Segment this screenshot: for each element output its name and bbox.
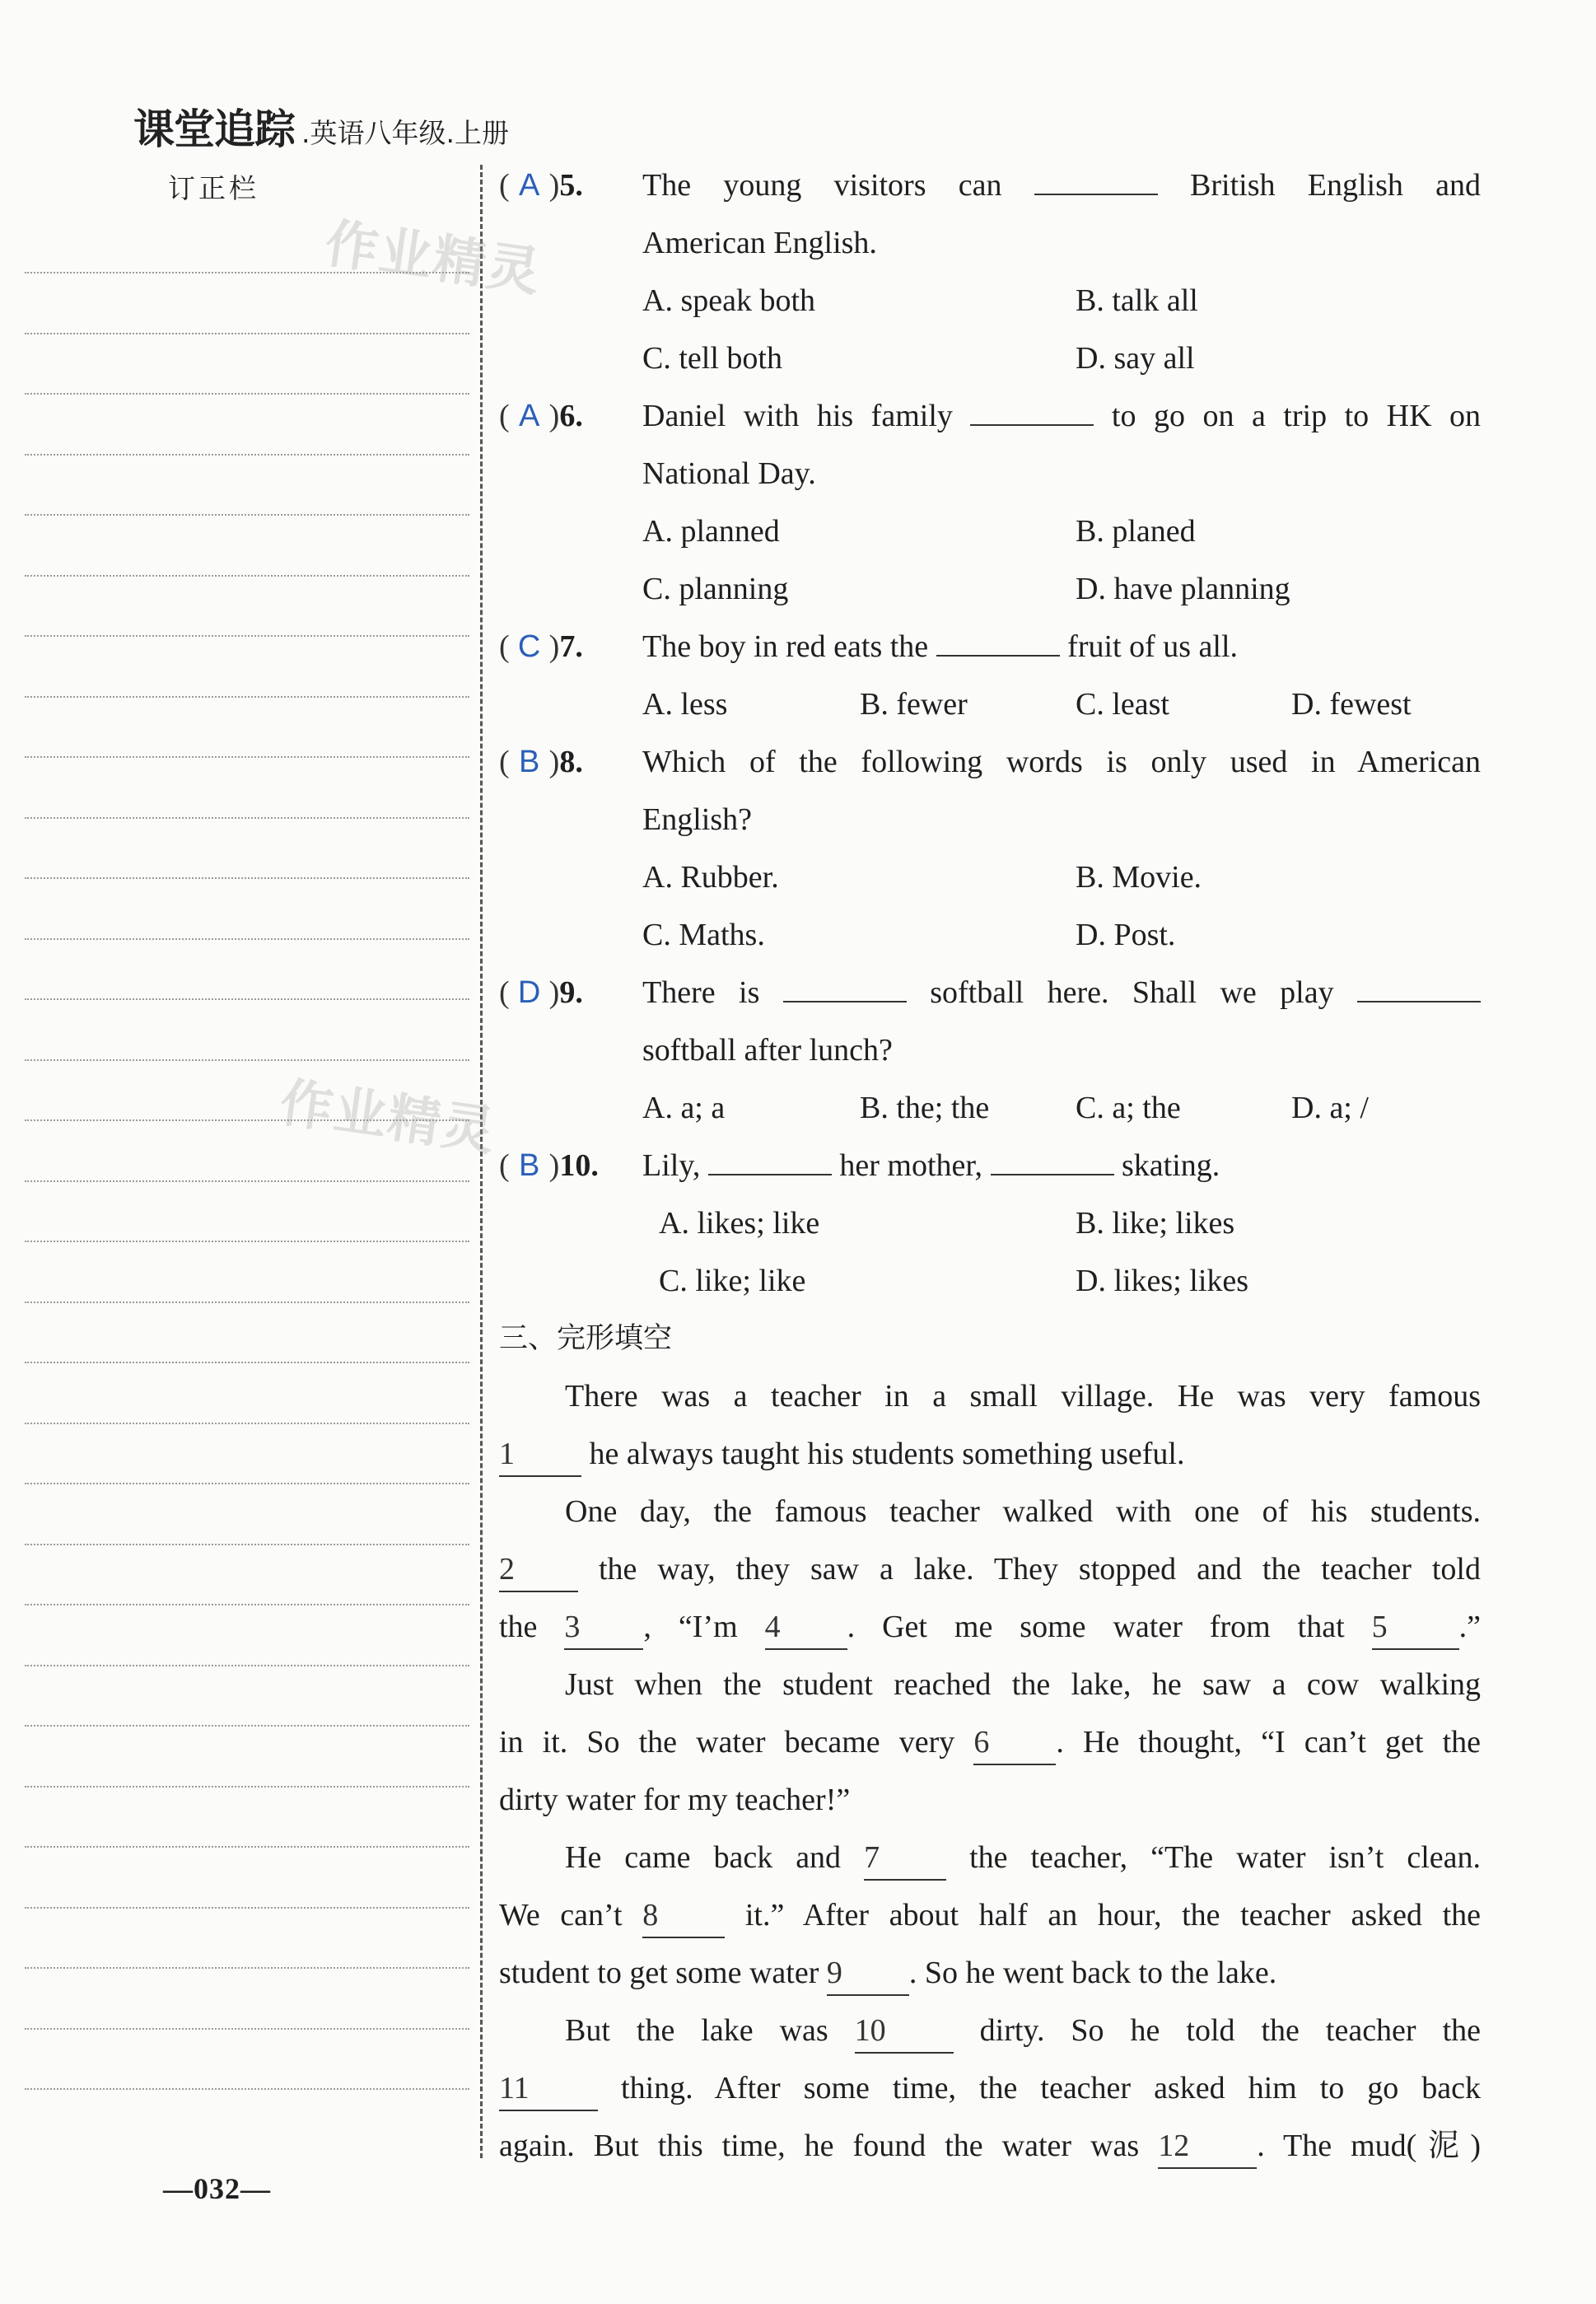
options-row [499,272,1481,329]
correction-line [25,1059,469,1061]
answer-option[interactable]: A. likes; like [659,1206,820,1241]
passage-line [499,1886,1481,1944]
correction-line [25,1846,469,1848]
cloze-blank[interactable]: 6 [973,1721,1056,1765]
stem-text: Which of the following words is only used in American [642,745,1481,779]
correction-line [25,454,469,456]
passage-text: he always taught his students something useful. [589,1437,1185,1471]
answer-option[interactable]: D. a; / [1291,1091,1369,1125]
passage-line [499,2002,1481,2059]
book-subtitle: .英语八年级.上册 [301,117,509,149]
answer-option[interactable]: B. Movie. [1076,860,1202,895]
options-row [499,502,1481,560]
question-stem [642,387,1481,445]
answer-option[interactable]: B. planed [1076,514,1196,549]
answer-option[interactable]: C. tell both [642,341,782,376]
question-stem [642,445,1481,502]
passage-text: We can’t [499,1898,623,1932]
passage-line [499,1656,1481,1713]
passage-line [499,1483,1481,1540]
passage-text: thing. After some time, the teacher asked him to go back [621,2071,1482,2105]
answer-option[interactable]: B. fewer [860,687,968,722]
passage-text: . So he went back to the lake. [908,1956,1277,1990]
passage-text: .” [1458,1610,1482,1644]
passage-text: dirty water for my teacher!” [499,1783,851,1817]
correction-line [25,2088,469,2090]
stem-text: skating. [1122,1148,1220,1183]
answer-blank[interactable] [1034,157,1158,195]
brand-logo: 课堂追踪 [133,105,295,153]
question-stem-line [499,387,1481,445]
cloze-blank[interactable]: 4 [765,1605,847,1650]
passage-line [499,2059,1481,2117]
section-title: 三、完形填空 [499,1322,673,1355]
question-stem-line [499,1137,1481,1194]
correction-line [25,1423,469,1424]
question-stem [642,157,1481,214]
passage-line [499,1540,1481,1598]
question-stem [642,733,1481,791]
answer-option[interactable]: A. Rubber. [642,860,779,895]
question-stem [642,964,1481,1021]
correction-column-title: 订正栏 [168,172,259,204]
passage-text: again. But this time, he found the water was [499,2129,1140,2163]
passage-line [499,1598,1481,1656]
cloze-blank[interactable]: 2 [499,1548,578,1592]
passage-line [499,1367,1481,1425]
cloze-blank[interactable]: 5 [1372,1605,1459,1650]
watermark: 作业精灵 [276,1072,501,1163]
options-row [499,848,1481,906]
correction-line [25,1907,469,1909]
answer-option[interactable]: C. Maths. [642,918,765,952]
passage-text: Just when the student reached the lake, he saw a cow walking [565,1667,1481,1702]
cloze-blank[interactable]: 1 [499,1432,581,1477]
filled-answer: B [518,1148,540,1183]
passage-text: One day, the famous teacher walked with one of his students. [565,1494,1481,1529]
filled-answer: A [518,168,540,203]
answer-bracket: ( C )7. [499,618,583,675]
stem-text: English? [642,802,752,837]
cloze-blank[interactable]: 3 [564,1605,643,1650]
answer-option[interactable]: B. like; likes [1076,1206,1235,1241]
correction-line [25,1786,469,1788]
question-number: 10. [559,1148,599,1183]
question-stem [642,1021,1481,1079]
passage-text: . He thought, “I can’t get the [1056,1725,1481,1760]
correction-line [25,1665,469,1666]
correction-line [25,1604,469,1605]
question-number: 7. [559,629,583,664]
page-header [133,92,509,153]
passage-line [499,1425,1481,1483]
question-stem [642,1137,1481,1194]
answer-option[interactable]: D. have planning [1076,572,1290,606]
passage-text: student to get some water [499,1956,819,1990]
exercise-content [499,157,1481,2175]
stem-text: Lily, [642,1148,701,1183]
passage-line [499,2117,1481,2175]
correction-line [25,696,469,698]
correction-line [25,1362,469,1363]
passage-text: it.” After about half an hour, the teacher asked the [744,1898,1482,1932]
correction-line [25,998,469,1000]
question-stem [642,214,1481,272]
options-row [499,1252,1481,1310]
stem-text: her mother, [839,1148,982,1183]
stem-text: softball here. Shall we play [930,975,1334,1010]
question-stem [642,791,1481,848]
correction-line [25,1967,469,1969]
answer-option[interactable]: B. the; the [860,1091,990,1125]
correction-line [25,1241,469,1242]
answer-option[interactable]: A. planned [642,514,780,549]
correction-line [25,2028,469,2030]
options-row [499,560,1481,618]
answer-option[interactable]: A. speak both [642,283,816,318]
answer-blank[interactable] [1357,965,1481,1002]
question-number: 6. [559,399,583,433]
correction-line [25,1725,469,1727]
stem-text: softball after lunch? [642,1033,893,1068]
question-stem-line [499,733,1481,791]
filled-answer: C [517,629,541,664]
answer-blank[interactable] [783,965,907,1002]
stem-text: American English. [642,226,877,260]
cloze-blank[interactable]: 8 [642,1894,725,1938]
passage-text: But the lake was [565,2013,828,2048]
question-stem-line [499,618,1481,675]
passage-text: He came back and [565,1840,842,1875]
correction-line [25,1180,469,1182]
correction-line [25,1483,469,1484]
stem-text: The boy in red eats the [642,629,929,664]
stem-text: National Day. [642,456,816,491]
passage-text: There was a teacher in a small village. He was very famous [565,1379,1481,1414]
correction-line [25,575,469,577]
stem-text: Daniel with his family [642,399,953,433]
passage-text: the way, they saw a lake. They stopped and the teacher told [598,1552,1481,1587]
filled-answer: A [518,399,540,433]
filled-answer: B [518,745,540,779]
passage-text: . Get me some water from that [847,1610,1345,1644]
question-stem [642,618,1481,675]
passage-text: , “I’m [643,1610,738,1644]
passage-line [499,1713,1481,1771]
question-number: 5. [559,168,583,203]
options-row [499,1194,1481,1252]
passage-line [499,1771,1481,1829]
question-stem-line [499,791,1481,848]
cloze-blank[interactable]: 12 [1158,2124,1257,2169]
answer-blank[interactable] [708,1138,832,1175]
stem-text: The young visitors can [642,168,1002,203]
cloze-blank[interactable]: 11 [499,2067,598,2111]
options-row [499,329,1481,387]
correction-line [25,877,469,879]
answer-option[interactable]: B. talk all [1076,283,1198,318]
stem-text: fruit of us all. [1067,629,1239,664]
answer-blank[interactable] [991,1138,1114,1175]
correction-line [25,756,469,758]
stem-text: There is [642,975,760,1010]
answer-option[interactable]: A. a; a [642,1091,726,1125]
answer-option[interactable]: D. likes; likes [1076,1264,1249,1298]
correction-line [25,938,469,940]
answer-bracket: ( A )6. [499,387,583,445]
correction-line [25,393,469,395]
question-stem-line [499,1021,1481,1079]
passage-text: dirty. So he told the teacher the [979,2013,1481,2048]
answer-bracket: ( A )5. [499,157,583,214]
passage-text: the teacher, “The water isn’t clean. [969,1840,1481,1875]
passage-text: in it. So the water became very [499,1725,955,1760]
answer-bracket: ( B )10. [499,1137,599,1194]
answer-blank[interactable] [936,619,1060,657]
cloze-blank[interactable]: 7 [864,1836,946,1881]
answer-bracket: ( D )9. [499,964,583,1021]
answer-blank[interactable] [970,388,1094,426]
passage-line [499,1829,1481,1886]
watermark: 作业精灵 [321,213,546,304]
question-number: 9. [559,975,583,1010]
answer-option[interactable]: D. Post. [1076,918,1176,952]
correction-line [25,1302,469,1303]
correction-line [25,817,469,819]
correction-line [25,514,469,516]
question-stem-line [499,964,1481,1021]
passage-text: . The mud(泥) [1257,2129,1481,2163]
answer-bracket: ( B )8. [499,733,583,791]
answer-option[interactable]: C. least [1076,687,1169,722]
question-stem-line [499,445,1481,502]
page-number: —032— [163,2172,271,2205]
stem-text: to go on a trip to HK on [1111,399,1482,433]
answer-option[interactable]: A. less [642,687,728,722]
answer-option[interactable]: D. say all [1076,341,1195,376]
question-stem-line [499,214,1481,272]
stem-text: British English and [1190,168,1481,203]
options-row [499,675,1481,733]
options-row [499,906,1481,964]
answer-option[interactable]: C. a; the [1076,1091,1181,1125]
correction-line [25,333,469,334]
answer-option[interactable]: D. fewest [1291,687,1412,722]
answer-option[interactable]: C. planning [642,572,789,606]
options-row [499,1079,1481,1137]
question-stem-line [499,157,1481,214]
cloze-blank[interactable]: 10 [855,2009,954,2054]
correction-line [25,635,469,637]
answer-option[interactable]: C. like; like [659,1264,806,1298]
filled-answer: D [517,975,541,1010]
passage-text: the [499,1610,538,1644]
correction-line [25,1544,469,1545]
passage-line [499,1944,1481,2002]
cloze-blank[interactable]: 9 [827,1951,909,1996]
question-number: 8. [559,745,583,779]
